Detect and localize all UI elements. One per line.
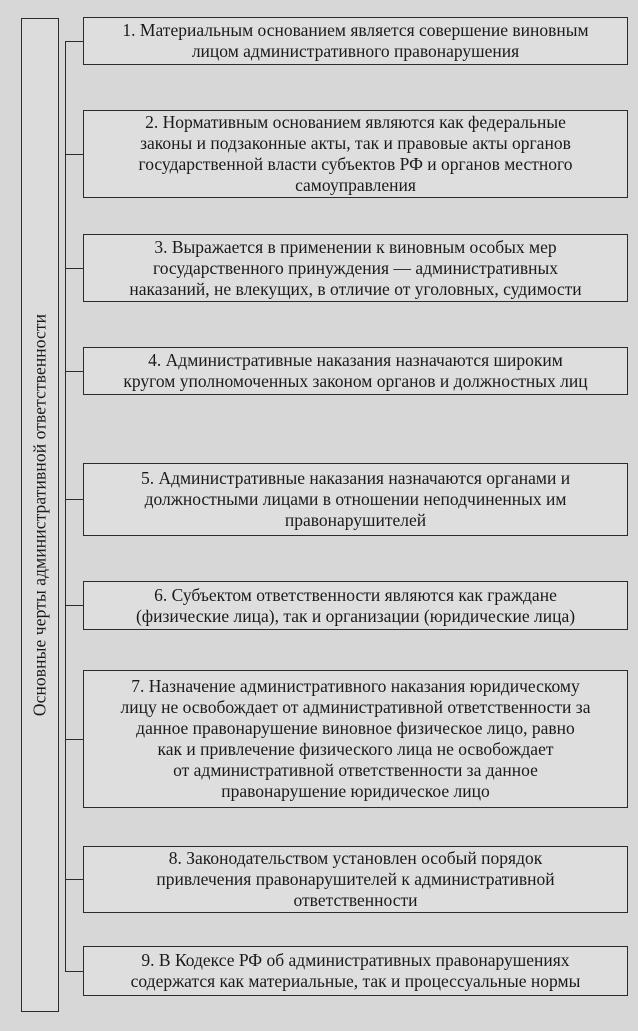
- connector-2: [65, 154, 83, 155]
- connector-4: [65, 371, 83, 372]
- connector-1: [65, 41, 83, 42]
- connector-5: [65, 499, 83, 500]
- feature-text-7: 7. Назначение административного наказания юридическому лицу не освобождает от административной ответственности за данное правонарушение виновное физическое лицо, равно как и привлечение физического лица не освобождает от административной ответственности за данное правонарушение юридическое лицо: [120, 676, 591, 801]
- connector-9: [65, 971, 83, 972]
- connector-3: [65, 268, 83, 269]
- feature-text-6: 6. Субъектом ответственности являются как граждане (физические лица), так и организации (юридические лица): [135, 584, 576, 626]
- connector-trunk: [65, 41, 66, 971]
- feature-box-3: [83, 234, 628, 302]
- feature-text-4: 4. Административные наказания назначаются широким кругом уполномоченных законом органов и должностных лиц: [123, 350, 588, 391]
- feature-text-2: 2. Нормативным основанием являются как федеральные законы и подзаконные акты, так и правовые акты органов государственной власти субъектов РФ и органов местного самоуправления: [138, 112, 573, 195]
- feature-box-2: [83, 110, 628, 198]
- feature-text-1: 1. Материальным основанием является совершение виновным лицом административного правонарушения: [122, 20, 589, 61]
- connector-6: [65, 605, 83, 606]
- spine-label: Основные черты административной ответственности: [29, 313, 50, 717]
- feature-text-3: 3. Выражается в применении к виновным особых мер государственного принуждения — административных наказаний, не влекущих, в отличие от уголовных, судимости: [129, 236, 582, 299]
- feature-box-8: [83, 846, 628, 913]
- connector-8: [65, 879, 83, 880]
- feature-box-7: [83, 670, 628, 808]
- feature-box-6: [83, 581, 628, 630]
- feature-box-4: [83, 347, 628, 395]
- feature-text-5: 5. Административные наказания назначаются органами и должностными лицами в отношении неподчиненных им правонарушителей: [140, 468, 571, 530]
- feature-box-5: [83, 463, 628, 536]
- feature-box-1: [83, 17, 628, 65]
- feature-box-9: [83, 946, 628, 996]
- spine-box: [21, 18, 59, 1012]
- feature-text-9: 9. В Кодексе РФ об административных правонарушениях содержатся как материальные, так и процессуальные нормы: [130, 950, 581, 991]
- connector-7: [65, 739, 83, 740]
- feature-text-8: 8. Законодательством установлен особый порядок привлечения правонарушителей к административной ответственности: [156, 848, 555, 910]
